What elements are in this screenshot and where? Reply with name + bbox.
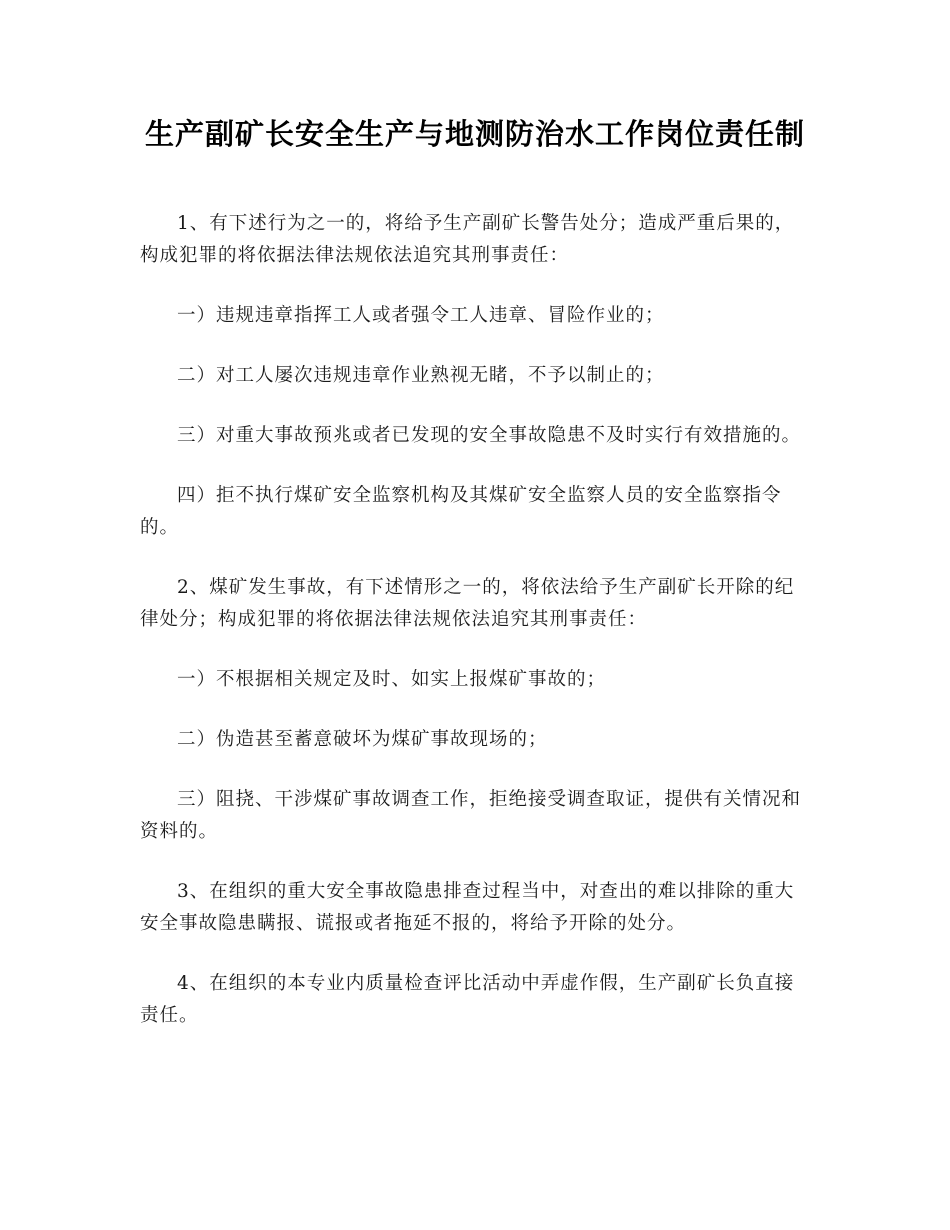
paragraph-1: 1、有下述行为之一的，将给予生产副矿长警告处分；造成严重后果的，构成犯罪的将依据法律法规依法追究其刑事责任： [140,213,795,266]
paragraph-2-item-1: 一）不根据相关规定及时、如实上报煤矿事故的； [177,669,607,690]
paragraph-1-item-3: 三）对重大事故预兆或者已发现的安全事故隐患不及时实行有效措施的。 [177,425,802,446]
paragraph-1-item-2: 二）对工人屡次违规违章作业熟视无睹，不予以制止的； [177,365,665,386]
paragraph-2-item-3: 三）阻挠、干涉煤矿事故调查工作，拒绝接受调查取证，提供有关情况和资料的。 [140,789,802,842]
paragraph-1-item-4: 四）拒不执行煤矿安全监察机构及其煤矿安全监察人员的安全监察指令的。 [140,485,782,538]
document-title: 生产副矿长安全生产与地测防治水工作岗位责任制 [144,117,805,151]
paragraph-2: 2、煤矿发生事故，有下述情形之一的，将依法给予生产副矿长开除的纪律处分；构成犯罪的将依据法律法规依法追究其刑事责任： [140,577,795,630]
document-body [140,208,808,1060]
paragraph-4: 4、在组织的本专业内质量检查评比活动中弄虚作假，生产副矿长负直接责任。 [140,973,795,1026]
paragraph-2-item-2: 二）伪造甚至蓄意破坏为煤矿事故现场的； [177,729,548,750]
paragraph-3: 3、在组织的重大安全事故隐患排查过程当中，对查出的难以排除的重大安全事故隐患瞒报、谎报或者拖延不报的，将给予开除的处分。 [140,881,795,934]
paragraph-1-item-1: 一）违规违章指挥工人或者强令工人违章、冒险作业的； [177,305,665,326]
